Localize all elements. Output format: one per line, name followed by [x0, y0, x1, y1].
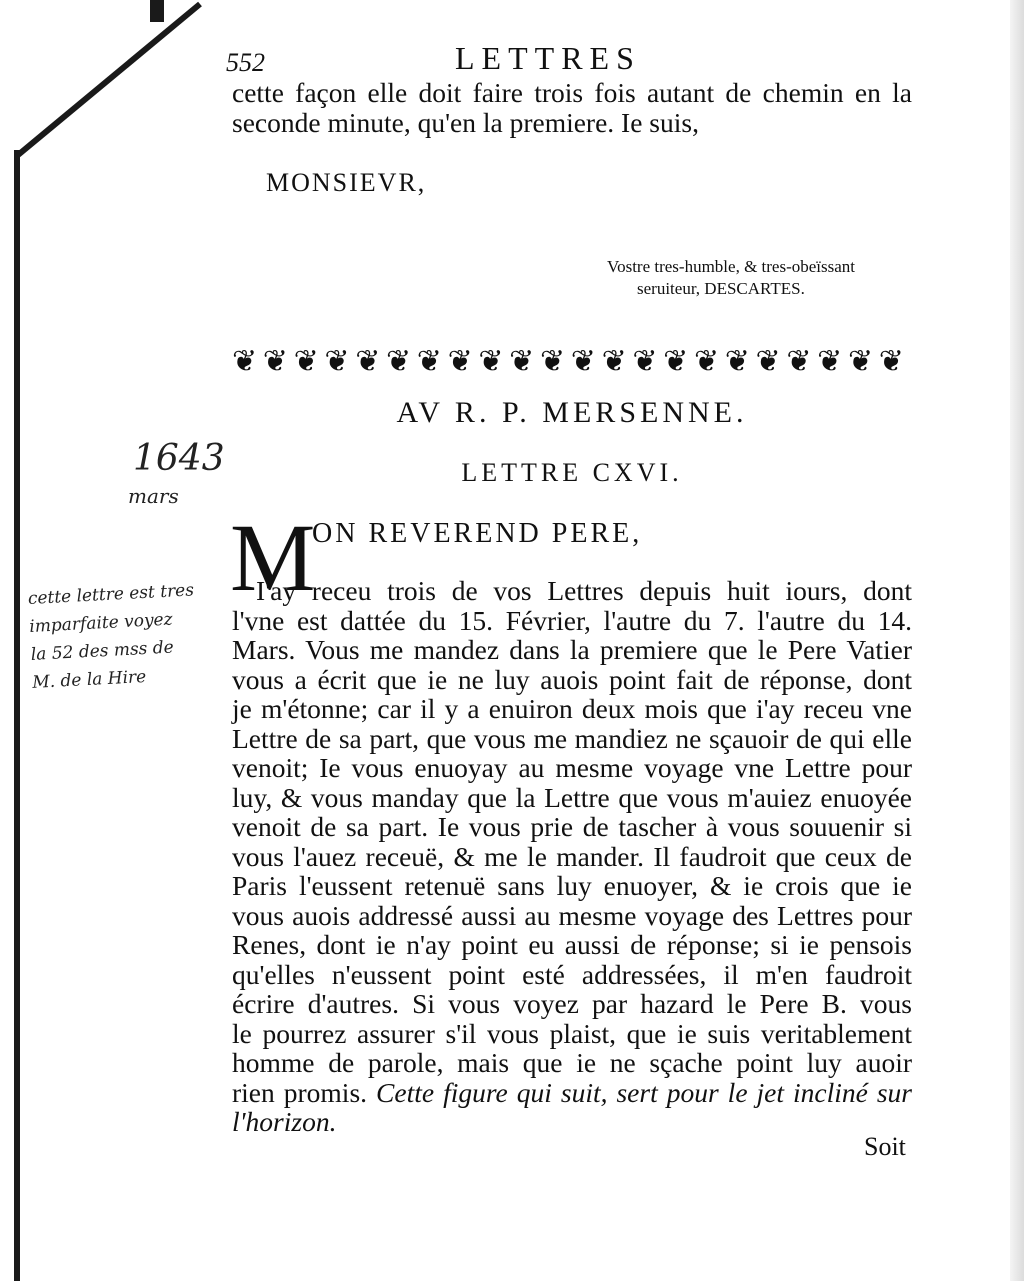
text-line: I'ay receu trois de vos Lettres depuis huit iours, dont	[256, 575, 912, 606]
text-line: seconde minute, qu'en la premiere. Ie suis,	[232, 106, 699, 138]
fleuron-ornament: ❦	[416, 344, 442, 379]
fleuron-ornament: ❦	[601, 344, 627, 379]
fleuron-ornament: ❦	[232, 344, 258, 379]
opening-salutation: ON REVEREND PERE,	[312, 518, 643, 549]
signature-line: seruiteur, DESCARTES.	[637, 279, 805, 298]
letter-number-heading: LETTRE CXVI.	[461, 458, 683, 487]
fleuron-ornament: ❦	[786, 344, 812, 379]
fleuron-ornament: ❦	[509, 344, 535, 379]
fleuron-ornament: ❦	[324, 344, 350, 379]
text-line-mixed	[232, 1078, 912, 1108]
text-line: venoit de sa part. Ie vous prie de tascher à vous souuenir si	[232, 811, 912, 842]
page-number: 552	[226, 48, 265, 77]
text-line: cette façon elle doit faire trois fois autant de chemin en la	[232, 77, 912, 108]
note-line: imparfaite voyez	[28, 609, 174, 637]
handwritten-year: 1643	[133, 438, 225, 479]
fleuron-ornament: ❦	[293, 344, 319, 379]
handwritten-margin-note	[27, 575, 223, 697]
text-line: luy, & vous manday que la Lettre que vous m'auiez enuoyée	[232, 781, 912, 813]
text-line: Renes, dont ie n'ay point eu aussi de réponse; si ie pensois	[232, 929, 912, 960]
note-line: la 52 des mss de	[30, 637, 175, 665]
text-line: qu'elles n'eussent point esté addressées, il m'en faudroit	[232, 958, 912, 990]
signature-block	[607, 256, 907, 300]
handwritten-month: mars	[128, 484, 179, 508]
text-line: écrire d'autres. Si vous voyez par hazard le Pere B. vous	[232, 988, 912, 1019]
text-line: je m'étonne; car il y a enuiron deux mois que i'ay receu vne	[232, 693, 912, 724]
ornamental-divider	[232, 344, 904, 380]
italic-run: Cette figure qui suit, sert pour le jet incliné sur	[376, 1076, 912, 1108]
fleuron-ornament: ❦	[262, 344, 288, 379]
page-corner-fold	[14, 0, 204, 160]
text-line	[232, 1107, 912, 1137]
roman-run: rien promis.	[232, 1076, 368, 1108]
text-line: vous auois addressé aussi au mesme voyage des Lettres pour	[232, 899, 912, 931]
previous-letter-ending	[232, 78, 912, 137]
fleuron-ornament: ❦	[570, 344, 596, 379]
text-line: homme de parole, mais que ie ne sçache point luy auoir	[232, 1047, 912, 1078]
fleuron-ornament: ❦	[478, 344, 504, 379]
signature-line: Vostre tres-humble, & tres-obeïssant	[607, 257, 856, 276]
italic-run: l'horizon.	[232, 1106, 337, 1137]
fleuron-ornament: ❦	[355, 344, 381, 379]
fleuron-ornament: ❦	[817, 344, 843, 379]
page-right-edge	[1010, 0, 1024, 1281]
running-head: LETTRES	[455, 40, 641, 76]
text-line: vous a écrit que ie ne luy auois point fait de réponse, dont	[232, 663, 912, 695]
drop-cap: M	[230, 504, 316, 611]
closing-salutation: MONSIEVR,	[266, 168, 427, 197]
fleuron-ornament: ❦	[878, 344, 904, 379]
fleuron-ornament: ❦	[663, 344, 689, 379]
text-line: venoit; Ie vous enuoyay au mesme voyage vne Lettre pour	[232, 752, 912, 783]
fleuron-ornament: ❦	[539, 344, 566, 379]
note-line: cette lettre est tres	[27, 580, 195, 610]
fleuron-ornament: ❦	[447, 344, 473, 379]
fleuron-ornament: ❦	[755, 344, 781, 379]
text-line: l'vne est dattée du 15. Février, l'autre du 7. l'autre du 14.	[232, 604, 912, 636]
fleuron-ornament: ❦	[847, 344, 874, 379]
text-line: Paris l'eussent retenuë sans luy enuoyer, & ie crois que ie	[232, 870, 912, 901]
letter-recipient-heading: AV R. P. MERSENNE.	[396, 396, 748, 429]
text-line: le pourrez assurer s'il vous plaist, que ie suis veritablement	[232, 1017, 912, 1049]
fleuron-ornament: ❦	[632, 344, 658, 379]
text-line: Lettre de sa part, que vous me mandiez ne sçauoir de qui elle	[232, 722, 912, 754]
fleuron-ornament: ❦	[693, 344, 720, 379]
fleuron-ornament: ❦	[724, 344, 750, 379]
page-left-edge	[14, 150, 20, 1281]
fleuron-ornament: ❦	[385, 344, 412, 379]
catchword: Soit	[864, 1132, 906, 1161]
letter-body	[232, 576, 912, 1137]
text-line: Mars. Vous me mandez dans la premiere que le Pere Vatier	[232, 634, 912, 665]
text-line: vous l'auez receuë, & me le mander. Il faudroit que ceux de	[232, 840, 912, 872]
note-line: M. de la Hire	[31, 666, 147, 693]
